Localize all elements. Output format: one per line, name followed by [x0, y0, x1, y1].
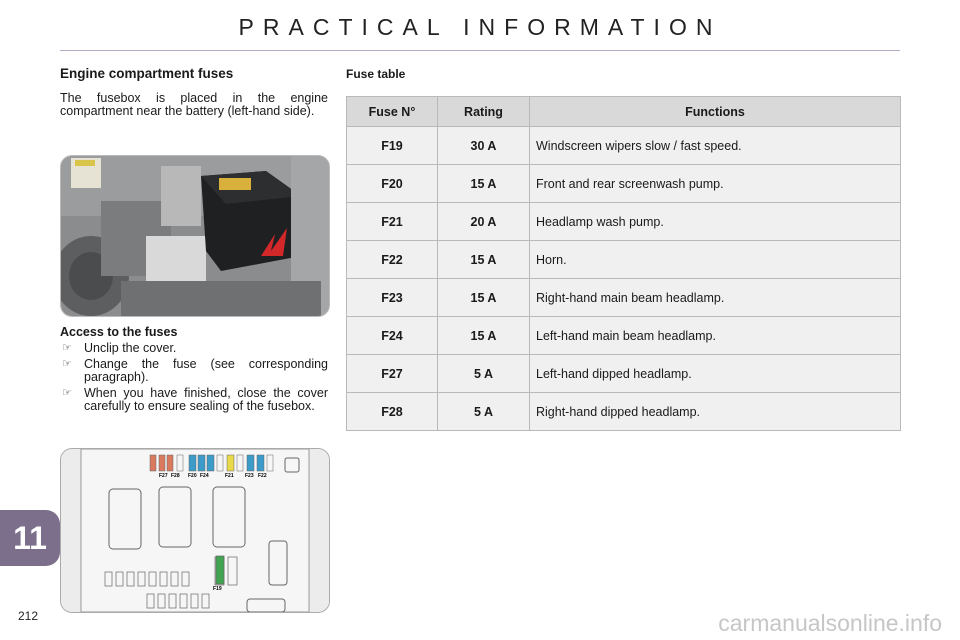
function-cell: Right-hand main beam headlamp.	[530, 279, 901, 317]
list-item: ☞ Change the fuse (see corresponding paragraph).	[62, 357, 328, 384]
fuse-label-f19: F19	[213, 586, 222, 592]
table-row	[347, 393, 901, 431]
table-row	[347, 279, 901, 317]
page-header-title: PRACTICAL INFORMATION	[238, 14, 722, 40]
col-header-functions: Functions	[530, 97, 901, 127]
function-cell: Horn.	[530, 241, 901, 279]
fuse-table	[346, 96, 901, 431]
table-row	[347, 203, 901, 241]
rating-cell: 5 A	[438, 355, 530, 393]
list-item: ☞ When you have finished, close the cover carefully to ensure sealing of the fusebox.	[62, 386, 328, 413]
fuse-label-f22: F22	[258, 473, 267, 479]
function-cell: Left-hand main beam headlamp.	[530, 317, 901, 355]
rating-cell: 15 A	[438, 279, 530, 317]
table-header-row	[347, 97, 901, 127]
function-cell: Left-hand dipped headlamp.	[530, 355, 901, 393]
function-cell: Windscreen wipers slow / fast speed.	[530, 127, 901, 165]
fuse-label-f23: F23	[245, 473, 254, 479]
section-title: Engine compartment fuses	[60, 66, 234, 81]
page-number: 212	[18, 609, 39, 623]
function-cell: Front and rear screenwash pump.	[530, 165, 901, 203]
list-item: ☞ Unclip the cover.	[62, 341, 177, 355]
fuse-label-f27: F27	[159, 473, 168, 479]
table-row	[347, 241, 901, 279]
rating-cell: 15 A	[438, 165, 530, 203]
rating-cell: 15 A	[438, 317, 530, 355]
fuse-cell: F24	[347, 317, 438, 355]
access-steps	[60, 342, 328, 416]
fuse-cell: F23	[347, 279, 438, 317]
col-header-fuse: Fuse N°	[347, 97, 438, 127]
access-title: Access to the fuses	[60, 325, 178, 339]
fuse-label-f20: F20	[188, 473, 197, 479]
fuse-cell: F21	[347, 203, 438, 241]
watermark: carmanualsonline.info	[718, 610, 942, 636]
chapter-tab: 11	[0, 510, 60, 566]
engine-compartment-photo	[60, 155, 330, 317]
fuse-cell: F28	[347, 393, 438, 431]
intro-paragraph: The fusebox is placed in the engine compartment near the battery (left-hand side).	[60, 91, 328, 118]
pointing-hand-icon: ☞	[62, 358, 72, 370]
table-row	[347, 355, 901, 393]
table-row	[347, 127, 901, 165]
fuse-label-f28: F28	[171, 473, 180, 479]
rating-cell: 20 A	[438, 203, 530, 241]
fuse-cell: F20	[347, 165, 438, 203]
header-divider	[60, 50, 900, 51]
table-row	[347, 165, 901, 203]
function-cell: Headlamp wash pump.	[530, 203, 901, 241]
table-row	[347, 317, 901, 355]
pointing-hand-icon: ☞	[62, 387, 72, 399]
fuse-label-f21: F21	[225, 473, 234, 479]
fuse-cell: F19	[347, 127, 438, 165]
fusebox-diagram	[60, 448, 330, 613]
function-cell: Right-hand dipped headlamp.	[530, 393, 901, 431]
fuse-label-f24: F24	[200, 473, 209, 479]
rating-cell: 15 A	[438, 241, 530, 279]
fuse-table-label: Fuse table	[346, 67, 406, 81]
rating-cell: 5 A	[438, 393, 530, 431]
pointing-hand-icon: ☞	[62, 342, 72, 354]
col-header-rating: Rating	[438, 97, 530, 127]
rating-cell: 30 A	[438, 127, 530, 165]
fuse-cell: F27	[347, 355, 438, 393]
fuse-cell: F22	[347, 241, 438, 279]
